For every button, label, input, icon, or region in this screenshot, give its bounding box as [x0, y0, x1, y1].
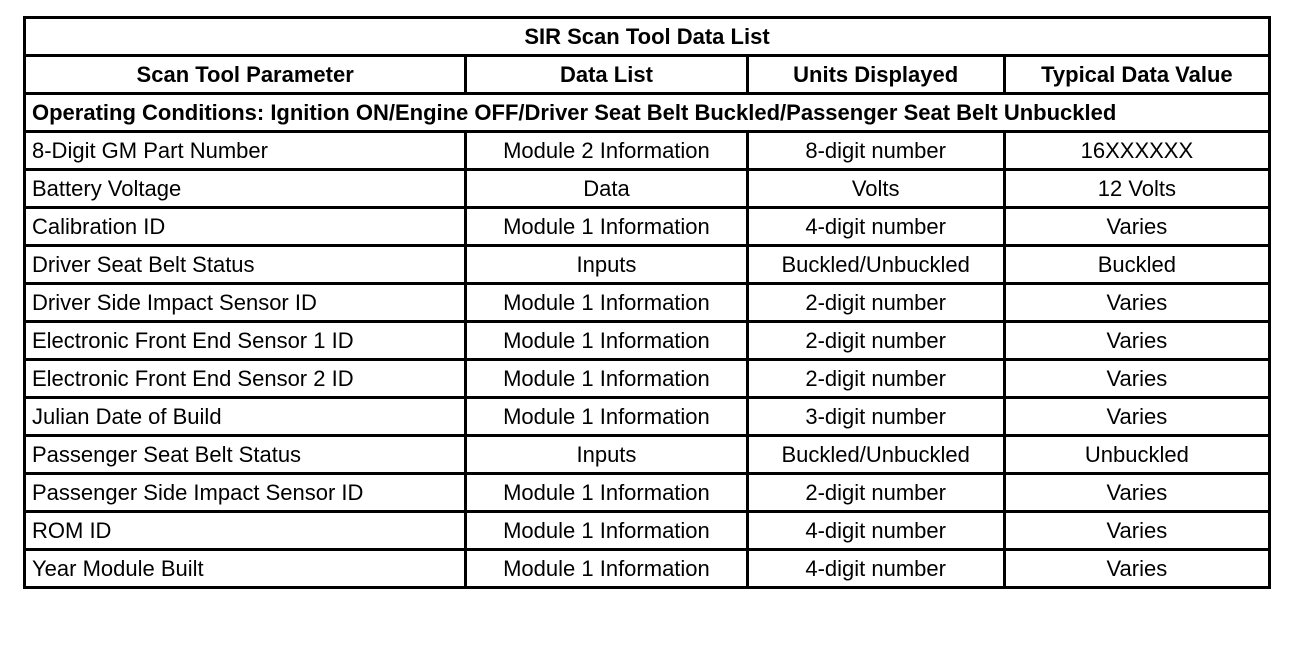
table-row — [25, 322, 1270, 360]
header-row — [25, 56, 1270, 94]
table-row — [25, 550, 1270, 588]
typical-value-cell: Varies — [1004, 398, 1269, 436]
table-row — [25, 284, 1270, 322]
data-list-cell: Module 1 Information — [466, 512, 747, 550]
parameter-cell: ROM ID — [25, 512, 466, 550]
parameter-cell: Driver Seat Belt Status — [25, 246, 466, 284]
parameter-cell: Driver Side Impact Sensor ID — [25, 284, 466, 322]
units-cell: 8-digit number — [747, 132, 1004, 170]
data-list-cell: Module 1 Information — [466, 360, 747, 398]
table-body — [25, 132, 1270, 588]
table-row — [25, 208, 1270, 246]
parameter-cell: Calibration ID — [25, 208, 466, 246]
column-header-typical-value: Typical Data Value — [1004, 56, 1269, 94]
table-row — [25, 436, 1270, 474]
typical-value-cell: Varies — [1004, 474, 1269, 512]
parameter-cell: Battery Voltage — [25, 170, 466, 208]
table-row — [25, 132, 1270, 170]
data-list-cell: Inputs — [466, 436, 747, 474]
units-cell: Volts — [747, 170, 1004, 208]
typical-value-cell: Varies — [1004, 512, 1269, 550]
typical-value-cell: Unbuckled — [1004, 436, 1269, 474]
units-cell: 2-digit number — [747, 322, 1004, 360]
data-list-cell: Module 1 Information — [466, 322, 747, 360]
typical-value-cell: Varies — [1004, 550, 1269, 588]
table-row — [25, 170, 1270, 208]
parameter-cell: Julian Date of Build — [25, 398, 466, 436]
units-cell: 2-digit number — [747, 360, 1004, 398]
parameter-cell: Electronic Front End Sensor 2 ID — [25, 360, 466, 398]
units-cell: 4-digit number — [747, 550, 1004, 588]
data-list-cell: Module 1 Information — [466, 398, 747, 436]
table-row — [25, 474, 1270, 512]
table-row — [25, 360, 1270, 398]
units-cell: Buckled/Unbuckled — [747, 436, 1004, 474]
typical-value-cell: 12 Volts — [1004, 170, 1269, 208]
table-row — [25, 512, 1270, 550]
data-list-cell: Module 1 Information — [466, 474, 747, 512]
scan-tool-data-table — [23, 16, 1271, 589]
conditions-row — [25, 94, 1270, 132]
parameter-cell: 8-Digit GM Part Number — [25, 132, 466, 170]
parameter-cell: Year Module Built — [25, 550, 466, 588]
units-cell: 4-digit number — [747, 512, 1004, 550]
units-cell: 2-digit number — [747, 474, 1004, 512]
data-list-cell: Module 1 Information — [466, 208, 747, 246]
scan-tool-data-table-container — [23, 16, 1271, 589]
title-row — [25, 18, 1270, 56]
typical-value-cell: 16XXXXXX — [1004, 132, 1269, 170]
data-list-cell: Module 2 Information — [466, 132, 747, 170]
data-list-cell: Data — [466, 170, 747, 208]
data-list-cell: Inputs — [466, 246, 747, 284]
table-row — [25, 246, 1270, 284]
parameter-cell: Electronic Front End Sensor 1 ID — [25, 322, 466, 360]
units-cell: Buckled/Unbuckled — [747, 246, 1004, 284]
typical-value-cell: Varies — [1004, 208, 1269, 246]
typical-value-cell: Varies — [1004, 360, 1269, 398]
table-title: SIR Scan Tool Data List — [25, 18, 1270, 56]
typical-value-cell: Buckled — [1004, 246, 1269, 284]
typical-value-cell: Varies — [1004, 284, 1269, 322]
column-header-data-list: Data List — [466, 56, 747, 94]
operating-conditions: Operating Conditions: Ignition ON/Engine OFF/Driver Seat Belt Buckled/Passenger Seat Belt Unbuckled — [25, 94, 1270, 132]
units-cell: 3-digit number — [747, 398, 1004, 436]
data-list-cell: Module 1 Information — [466, 284, 747, 322]
typical-value-cell: Varies — [1004, 322, 1269, 360]
parameter-cell: Passenger Seat Belt Status — [25, 436, 466, 474]
data-list-cell: Module 1 Information — [466, 550, 747, 588]
column-header-units: Units Displayed — [747, 56, 1004, 94]
units-cell: 4-digit number — [747, 208, 1004, 246]
units-cell: 2-digit number — [747, 284, 1004, 322]
parameter-cell: Passenger Side Impact Sensor ID — [25, 474, 466, 512]
column-header-parameter: Scan Tool Parameter — [25, 56, 466, 94]
table-row — [25, 398, 1270, 436]
